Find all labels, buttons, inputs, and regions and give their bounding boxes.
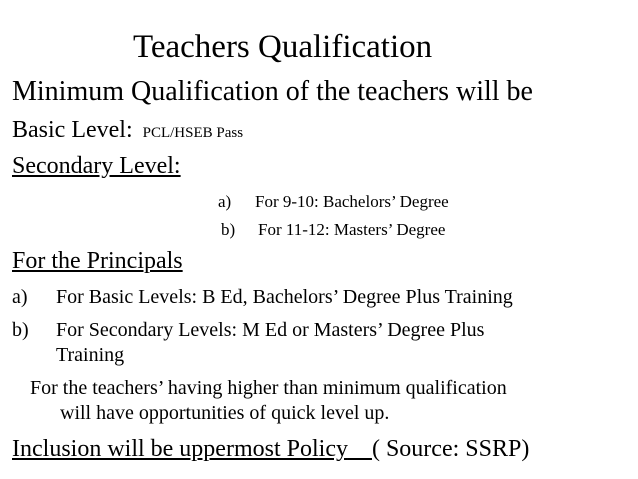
slide-title: Teachers Qualification [133,29,433,65]
list-item-text: For 9-10: Bachelors’ Degree [255,192,449,211]
inclusion-source: ( Source: SSRP) [371,436,530,462]
basic-level-line [12,118,243,142]
slide-subtitle: Minimum Qualification of the teachers will be [12,76,533,107]
principals-item-b [12,320,484,340]
note-line-1: For the teachers’ having higher than minimum qualification [30,377,507,399]
basic-level-label: Basic Level: [12,117,133,143]
list-marker: b) [12,319,29,341]
secondary-item-a [218,193,449,210]
list-item-text: For Basic Levels: B Ed, Bachelors’ Degree Plus Training [56,286,513,308]
secondary-item-b [221,221,445,238]
inclusion-policy: Inclusion will be uppermost Policy [12,436,348,462]
list-item-text: For Secondary Levels: M Ed or Masters’ Degree Plus [56,319,485,341]
list-item-text: For 11-12: Masters’ Degree [258,220,446,239]
list-marker: b) [221,220,236,239]
note-line-2: will have opportunities of quick level up. [60,402,390,424]
principals-item-b-continued: Training [56,344,125,366]
principals-heading: For the Principals [12,248,183,274]
principals-item-a [12,287,513,307]
secondary-level-heading: Secondary Level: [12,153,181,179]
basic-level-value: PCL/HSEB Pass [142,125,244,141]
list-marker: a) [12,286,28,308]
list-marker: a) [218,192,232,211]
inclusion-line [12,437,529,461]
